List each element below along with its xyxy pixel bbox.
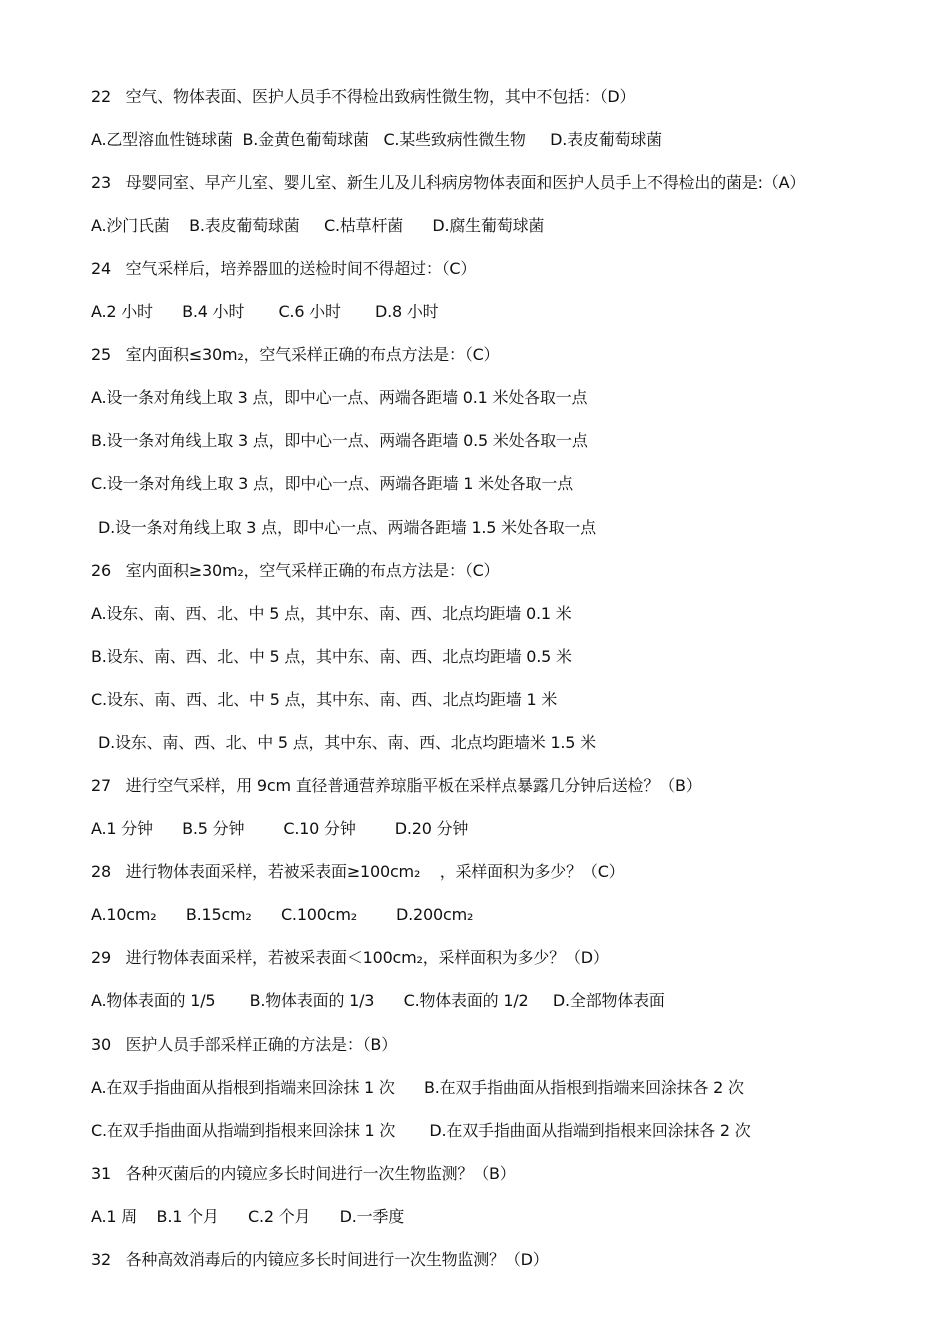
question-23-options: A.沙门氏菌 B.表皮葡萄球菌 C.枯草杆菌 D.腐生葡萄球菌 [91,216,545,235]
question-24: 24 空气采样后，培养器皿的送检时间不得超过：（C） [91,259,477,278]
question-31-options: A.1 周 B.1 个月 C.2 个月 D.一季度 [91,1207,405,1226]
question-32: 32 各种高效消毒后的内镜应多长时间进行一次生物监测？（D） [91,1250,549,1269]
question-30-options-ab: A.在双手指曲面从指根到指端来回涂抹 1 次 B.在双手指曲面从指根到指端来回涂抹各 2 次 [91,1078,744,1097]
question-28-options: A.10cm₂ B.15cm₂ C.100cm₂ D.200cm₂ [91,905,474,924]
question-26: 26 室内面积≥30m₂，空气采样正确的布点方法是：（C） [91,561,500,580]
question-22: 22 空气、物体表面、医护人员手不得检出致病性微生物，其中不包括：（D） [91,87,636,106]
question-25: 25 室内面积≤30m₂，空气采样正确的布点方法是：（C） [91,345,500,364]
question-26-option-d: D.设东、南、西、北、中 5 点，其中东、南、西、北点均距墙米 1.5 米 [98,733,596,752]
question-29-options: A.物体表面的 1/5 B.物体表面的 1/3 C.物体表面的 1/2 D.全部物体表面 [91,991,665,1010]
question-30-options-cd: C.在双手指曲面从指端到指根来回涂抹 1 次 D.在双手指曲面从指端到指根来回涂抹各 2 次 [91,1121,751,1140]
question-28: 28 进行物体表面采样，若被采表面≥100cm₂ ，采样面积为多少？（C） [91,862,625,881]
question-25-option-a: A.设一条对角线上取 3 点，即中心一点、两端各距墙 0.1 米处各取一点 [91,388,588,407]
question-26-option-b: B.设东、南、西、北、中 5 点，其中东、南、西、北点均距墙 0.5 米 [91,647,572,666]
question-25-option-c: C.设一条对角线上取 3 点，即中心一点、两端各距墙 1 米处各取一点 [91,474,573,493]
question-22-options: A.乙型溶血性链球菌 B.金黄色葡萄球菌 C.某些致病性微生物 D.表皮葡萄球菌 [91,130,662,149]
question-25-option-b: B.设一条对角线上取 3 点，即中心一点、两端各距墙 0.5 米处各取一点 [91,431,588,450]
question-26-option-a: A.设东、南、西、北、中 5 点，其中东、南、西、北点均距墙 0.1 米 [91,604,572,623]
question-27-options: A.1 分钟 B.5 分钟 C.10 分钟 D.20 分钟 [91,819,469,838]
question-26-option-c: C.设东、南、西、北、中 5 点，其中东、南、西、北点均距墙 1 米 [91,690,558,709]
question-29: 29 进行物体表面采样，若被采表面＜100cm₂，采样面积为多少？（D） [91,948,609,967]
question-30: 30 医护人员手部采样正确的方法是：（B） [91,1035,397,1054]
question-24-options: A.2 小时 B.4 小时 C.6 小时 D.8 小时 [91,302,439,321]
question-23: 23 母婴同室、早产儿室、婴儿室、新生儿及儿科病房物体表面和医护人员手上不得检出的菌是:（A） [91,173,806,192]
question-25-option-d: D.设一条对角线上取 3 点，即中心一点、两端各距墙 1.5 米处各取一点 [98,518,596,537]
question-27: 27 进行空气采样，用 9cm 直径普通营养琼脂平板在采样点暴露几分钟后送检？（B） [91,776,702,795]
question-31: 31 各种灭菌后的内镜应多长时间进行一次生物监测？（B） [91,1164,516,1183]
